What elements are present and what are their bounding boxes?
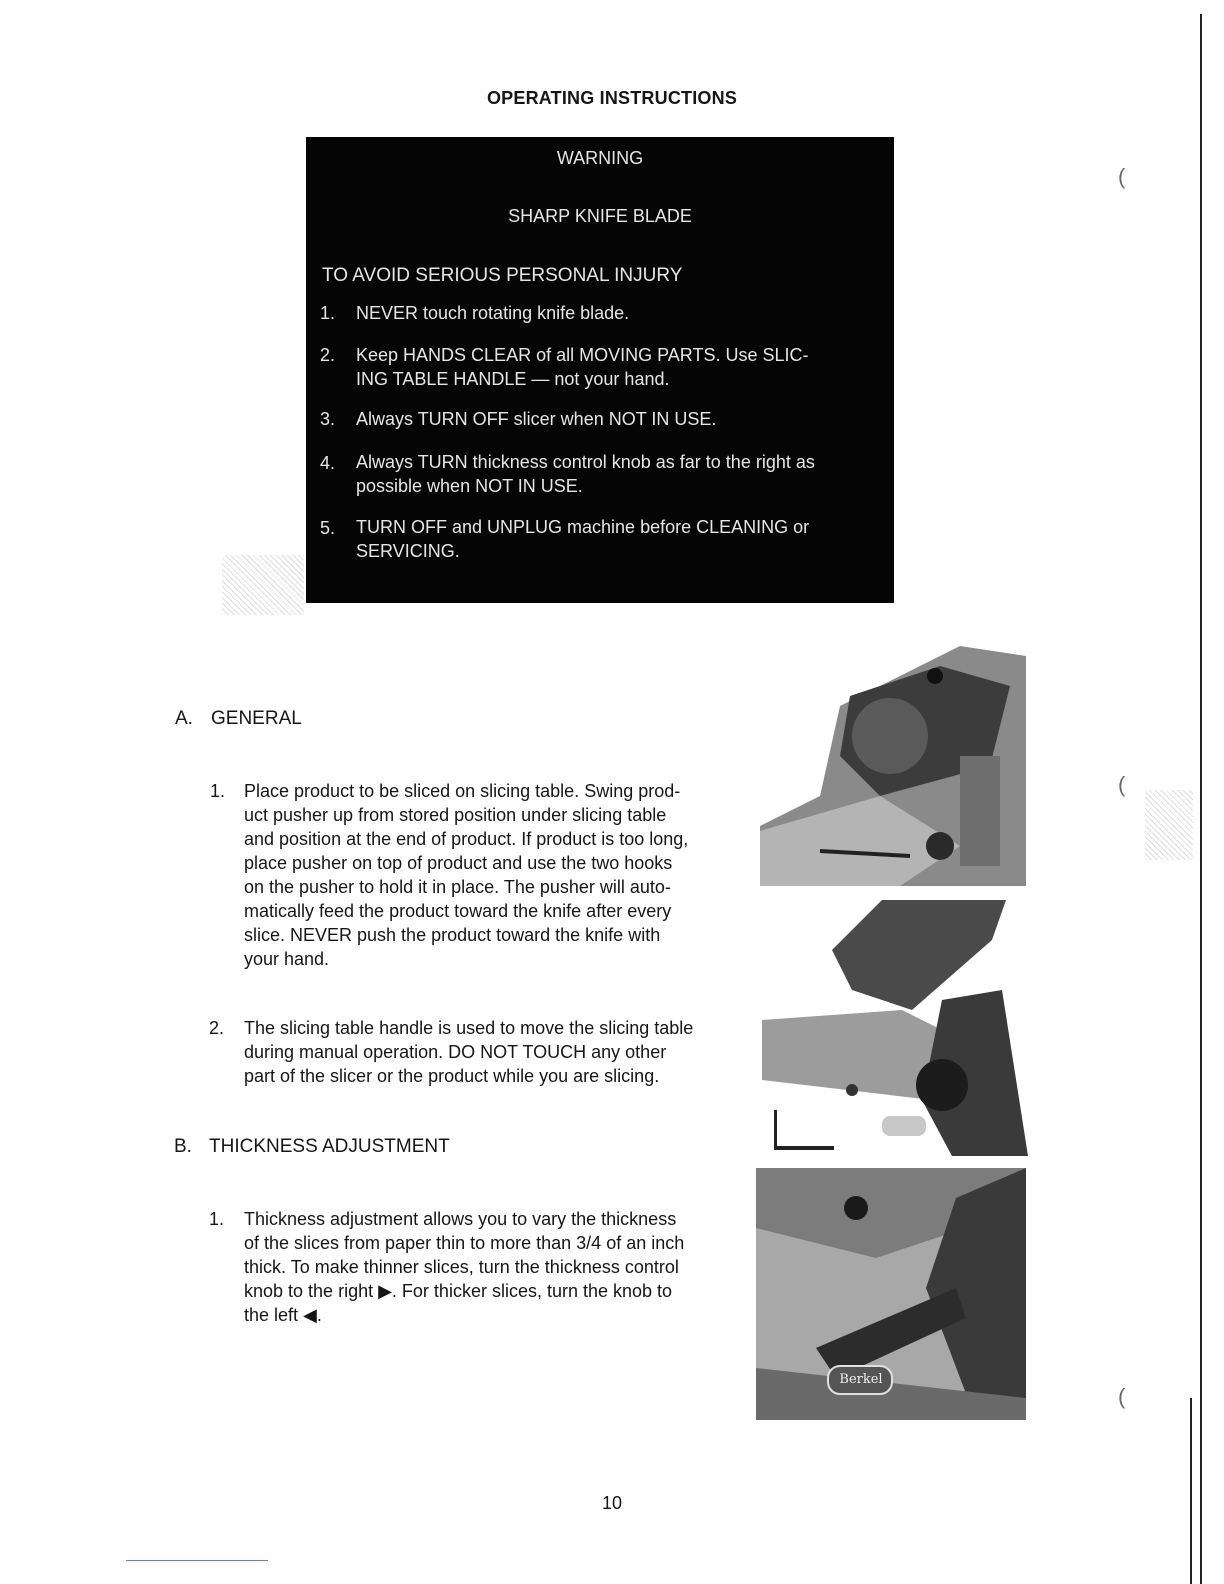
section-a-item-2-number: 2. [209,1018,225,1038]
warning-subheading: SHARP KNIFE BLADE [508,206,692,226]
page-number: 10 [601,1493,623,1513]
section-b-item-1-text: Thickness adjustment allows you to vary the thickness of the slices from paper thin to more than 3/4 of an inch thick. To make thinner slices, turn the thickness control knob to the right ▶. For thicker slices, turn the knob to the left ◀. [244,1209,685,1325]
warning-item-text: TURN OFF and UNPLUG machine before CLEANING or SERVICING. [356,517,810,561]
warning-item-number: 5. [320,518,336,538]
warning-lead: TO AVOID SERIOUS PERSONAL INJURY [322,265,683,286]
section-a-item-1-number: 1. [210,781,226,801]
section-a-item-1-text: Place product to be sliced on slicing table. Swing prod- uct pusher up from stored position under slicing table and position at the end of product. If product is too long, place pusher on top of product and use the two hooks on the pusher to hold it in place. The pusher will auto- matically feed the product toward the knife after every slice. NEVER push the product toward the knife with your hand. [244,781,689,969]
warning-item-text: NEVER touch rotating knife blade. [356,303,630,323]
section-b-item-1-number: 1. [209,1209,225,1229]
slicer-photo-pusher [760,646,1026,886]
warning-heading: WARNING [556,148,644,168]
scan-noise [1145,790,1193,860]
section-a-title: GENERAL [211,708,302,729]
slicer-photo-thickness-knob [756,1168,1026,1420]
section-a-item-2-text: The slicing table handle is used to move the slicing table during manual operation. DO NOT TOUCH any other part of the slicer or the product while you are slicing. [244,1018,694,1086]
punch-hole-mark: ( [1118,1384,1126,1409]
warning-box [306,137,894,603]
punch-hole-mark: ( [1118,164,1126,189]
punch-hole-mark: ( [1118,772,1126,797]
warning-item-number: 1. [320,303,336,323]
warning-item-number: 3. [320,409,336,429]
warning-item-text: Always TURN OFF slicer when NOT IN USE. [356,409,717,429]
berkel-logo: Berkel [839,1372,883,1387]
warning-item-number: 2. [320,345,336,365]
scan-edge-line [1190,1398,1192,1584]
warning-item-text: Always TURN thickness control knob as far to the right as possible when NOT IN USE. [356,452,815,496]
warning-item-number: 4. [320,453,336,473]
page-title: OPERATING INSTRUCTIONS [486,88,738,108]
scan-edge-line [1200,14,1202,1584]
slicer-photo-table-handle [762,900,1028,1156]
section-b-label: B. [174,1136,192,1157]
warning-item-text: Keep HANDS CLEAR of all MOVING PARTS. Use SLIC- ING TABLE HANDLE — not your hand. [356,345,809,389]
footer-rule [126,1560,268,1561]
scan-noise [222,555,304,615]
section-b-title: THICKNESS ADJUSTMENT [209,1136,450,1157]
section-a-label: A. [175,708,193,729]
